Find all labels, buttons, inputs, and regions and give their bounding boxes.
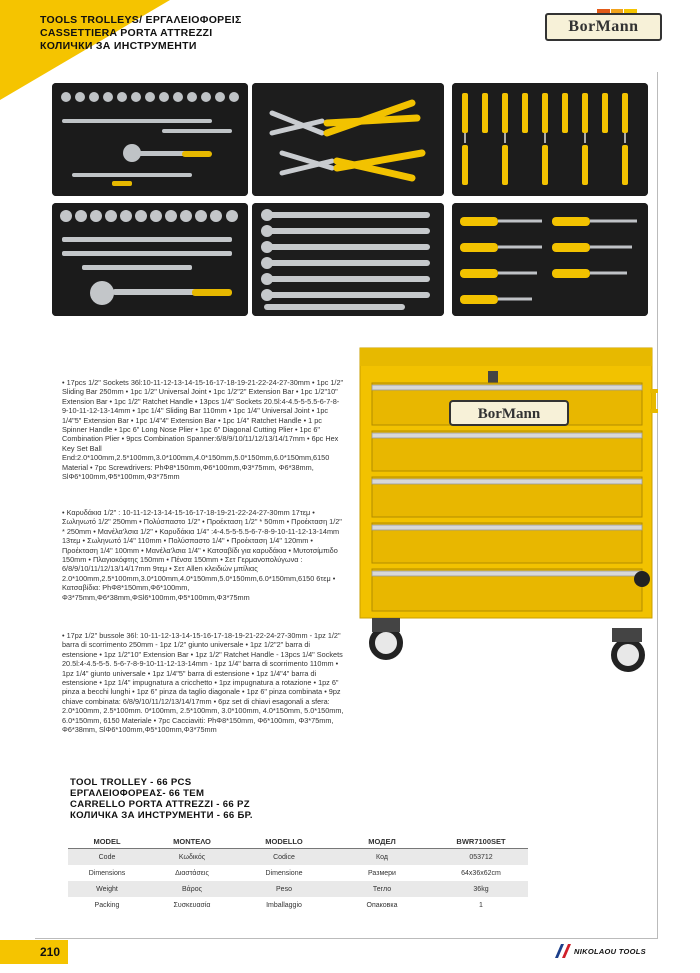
tray-photo-sockets-large: [52, 203, 248, 316]
tray-photo-pliers: [252, 83, 444, 196]
page-number-text: 210: [40, 945, 61, 959]
table-cell: Imballaggio: [266, 901, 302, 909]
table-cell: Dimensione: [265, 869, 303, 877]
table-row: [68, 881, 528, 897]
hex-key-tray-illustration: [452, 83, 648, 196]
spanner-tray-illustration: [252, 203, 444, 316]
table-cell: Тегло: [330, 881, 434, 897]
page-number: [0, 940, 68, 964]
tray-photo-hex-keys: [452, 83, 648, 196]
table-cell: 36kg: [434, 881, 528, 897]
specs-italian: [62, 631, 344, 734]
svg-text:BorMann: BorMann: [477, 406, 541, 422]
page-header: [0, 0, 700, 72]
table-row: [68, 849, 528, 866]
specs-english: [62, 378, 344, 481]
specs-greek: [62, 508, 344, 602]
header-model-el: ΜΟΝΤΕΛΟ: [146, 835, 238, 849]
nikolaou-tools-logo: [555, 943, 646, 959]
table-row: [68, 865, 528, 881]
table-cell: 1: [479, 901, 483, 909]
header-model-it: MODELLO: [238, 835, 330, 849]
table-cell: Packing: [94, 901, 120, 909]
header-model-bg: МОДЕЛ: [330, 835, 434, 849]
table-cell: Codice: [238, 849, 330, 866]
trolley-illustration: [350, 343, 660, 673]
nikolaou-logo-icon: [555, 944, 571, 958]
nikolaou-logo-text: NIKOLAOU TOOLS: [574, 946, 646, 956]
category-title-line: КОЛИЧКИ ЗА ИНСТРУМЕНТИ: [40, 40, 197, 52]
socket-tray-illustration: [52, 83, 248, 196]
bormann-logo: [545, 13, 662, 41]
product-title-it: CARRELLO PORTA ATTREZZI - 66 PZ: [70, 799, 250, 810]
spec-table-header-row: [68, 835, 528, 849]
table-cell: Συσκευασία: [173, 901, 211, 909]
tray-photo-screwdrivers: [452, 203, 648, 316]
specs-english-text: • 17pcs 1/2" Sockets 36l:10-11-12-13-14-15-16-17-18-19-21-22-24-27-30mm • 1pc 1/2" Sliding Bar 250mm • 1pc 1/2" Universal Joint • 1pc 1/2"2" Extension Bar • 1pc 1/2"10" Extension Bar • 1pc 1/2" Ratchet Handle • 13pcs 1/4" Sockets 20.5l:4-4.5-5-5.5-6-7-8-9-10-11-12-13-14mm • 1pc 1/4" Sliding Bar 110mm • 1pc 1/4" Universal Joint • 1pc 1/4"5" Extension Bar • 1pc 1/4"4" Extension Bar • 1pc 1/4" Ratchet Handle • 1 pc Spinner Handle • 1pc 6" Long Nose Plier • 1pc 6" Diagonal Cutting Plier • 1pc 6" Combination Plier • 9pcs Combination Spanner:6/8/9/10/11/12/13/14/17mm • 6pc Hex Key Set Ball End:2.0*100mm,2.5*100mm,3.0*100mm,4.0*150mm,5.0*150mm,6.0*150mm,6150 Material • 7pc Screwdrivers: PhΦ8*150mm,Φ6*100mm,Φ3*75mm, Φ6*38mm, SlΦ6*100mm,Φ5*100mm,Φ3*75mm: [62, 378, 344, 482]
category-title-line: TOOLS TROLLEYS/ ΕΡΓΑΛΕΙΟΦΟΡΕΙΣ: [40, 14, 242, 26]
product-title-en: TOOL TROLLEY - 66 PCS: [70, 777, 192, 788]
tray-photo-spanners: [252, 203, 444, 316]
table-row: [68, 897, 528, 913]
header-model-en: MODEL: [68, 835, 146, 849]
table-cell: Код: [330, 849, 434, 866]
specs-italian-text: • 17pz 1/2" bussole 36l: 10-11-12-13-14-15-16-17-18-19-21-22-24-27-30mm - 1pz 1/2" barra di scorrimento 250mm - 1pz 1/2" giunto universale • 1pz 1/2"2" barra di estensione • 1pz 1/2"10" Extension Bar • 1pz 1/2" Ratchet Handle - 13pcs 1/4" Sockets 20.5l:4-4.5-5-5. 5-6-7-8-9-10-11-12-13-14mm - 1pz 1/4" barra di scorrimento 110mm • 1pz 1/4" giunto universale • 1pz 1/4"5" barra di estensione • 1pz 1/4"4" barra di estensione • 1pz 1/4" impugnatura a cricchetto • 1pz impugnatura a rotazione • 1pz 6" pinza a becchi lunghi • 1pz 6" pinza da taglio diagonale • 1pz 6" pinza combinata • 9pz chiave combinata: 6/8/9/10/11/12/13/14/17mm • 6pz set di chiavi esagonali a sfera: 2.0*100mm, 2.5*100mm. 0*100mm, 2.5*100mm, 3.0*100mm, 4.0*150mm, 5.0*150mm, 6.0*150mm, 6150 Materiale • 7pc Cacciaviti: PhΦ8*150mm, Φ6*100mm, Φ3*75mm, Φ6*38mm, SlΦ6*100mm,Φ5*100mm,Φ3*75mm: [62, 631, 344, 735]
product-title-el: ΕΡΓΑΛΕΙΟΦΟΡΕΑΣ- 66 ΤΕΜ: [70, 788, 205, 799]
bormann-logo-text: BorMann: [568, 18, 639, 35]
table-cell: 053712: [434, 849, 528, 866]
table-cell: Dimensions: [88, 869, 126, 877]
category-title: [40, 14, 242, 53]
table-cell: Κωδικός: [146, 849, 238, 866]
tray-photo-sockets-small: [52, 83, 248, 196]
table-cell: Peso: [238, 881, 330, 897]
pliers-tray-illustration: [252, 83, 444, 196]
header-model-code: BWR7100SET: [434, 835, 528, 849]
table-cell: Weight: [68, 881, 146, 897]
screwdriver-tray-illustration: [452, 203, 648, 316]
table-cell: Διαστάσεις: [175, 869, 209, 877]
table-cell: Опаковка: [366, 901, 398, 909]
tool-trolley-image: [350, 343, 660, 673]
large-socket-tray-illustration: [52, 203, 248, 316]
product-title: [70, 777, 253, 821]
table-cell: Code: [68, 849, 146, 866]
category-title-line: CASSETTIERA PORTA ATTREZZI: [40, 27, 213, 39]
spec-table: [68, 835, 528, 913]
specs-greek-text: • Καρυδάκια 1/2" : 10-11-12-13-14-15-16-17-18-19-21-22-24-27-30mm 17τεμ • Σωληνωτό 1/2" 250mm • Πολύσπαστο 1/2" • Προέκταση 1/2" * 50mm • Προέκταση 1/2" * 250mm • Μανέλα'λσια 1/2" • Καρυδάκια 1/4" :4-4.5-5-5.5-6-7-8-9-10-11-12-13-14mm 13τεμ • Σωληνωτό 1/4" 110mm • Πολύσπαστο 1/4" • Προέκταση 1/4" 120mm • Προέκταση 1/4" 100mm • Μανέλα'λσια 1/4" • Κατσαβίδι για καρυδάκια • Μυτοτσίμπιδο 150mm • Πλαγιοκόφτης 150mm • Πένσα 150mm • Σετ Γερμανοπολύγωνα : 6/8/9/10/11/12/13/14/17mm 9τεμ • Σετ Allen κλειδιών μπίλιας 2.0*100mm,2.5*100mm,3.0*100mm,4.0*150mm,5.0*150mm,6.0*150mm,6150 6τεμ • Κατσαβίδια: PhΦ8*150mm,Φ6*100mm, Φ3*75mm,Φ6*38mm,ΦSl6*100mm,Φ5*100mm,Φ3*75mm: [62, 508, 342, 602]
table-cell: 64x36x62cm: [461, 869, 501, 877]
table-cell: Размери: [368, 869, 396, 877]
table-cell: Βάρος: [146, 881, 238, 897]
product-title-bg: КОЛИЧКА ЗА ИНСТРУМЕНТИ - 66 БР.: [70, 810, 253, 821]
